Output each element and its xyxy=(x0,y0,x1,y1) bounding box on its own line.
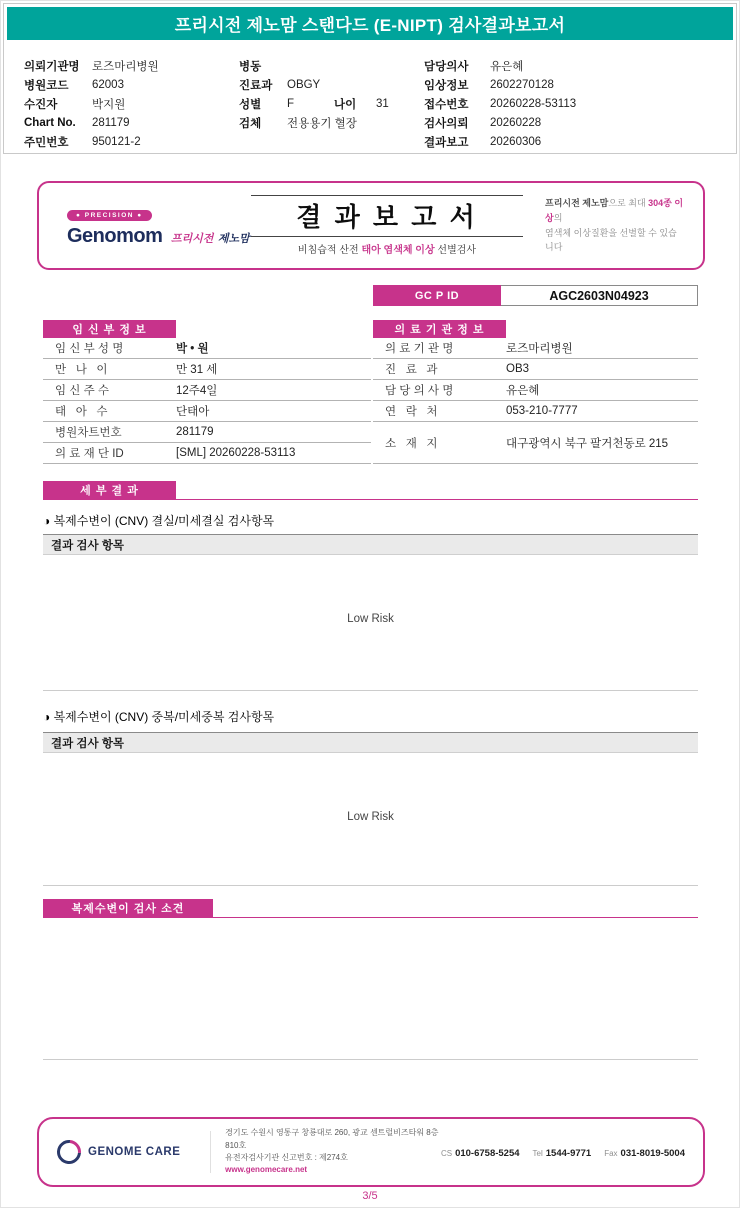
info-label: 성별 xyxy=(239,98,262,111)
row-label: 의 료 재 단 ID xyxy=(55,448,124,460)
info-value: 20260228 xyxy=(490,116,542,129)
row-label: 병원차트번호 xyxy=(55,427,122,439)
capability-note-line2: 염색체 이상질환을 선별할 수 있습니다 xyxy=(545,227,677,253)
divider-line xyxy=(43,1059,698,1060)
info-value: 2602270128 xyxy=(490,78,554,91)
footer-address-line2: 유전자검사기관 신고번호 : 제274호 xyxy=(225,1153,348,1162)
info-label: 진료과 xyxy=(239,79,273,92)
info-label: 의뢰기관명 xyxy=(24,60,80,73)
contact-cs xyxy=(441,1143,520,1161)
row-label: 태 아 수 xyxy=(55,406,108,418)
gc-pid-value: AGC2603N04923 xyxy=(501,285,698,306)
info-label: 임상정보 xyxy=(424,79,469,92)
cnv-deletion-table-header: 결과 검사 항목 xyxy=(43,534,698,555)
footer-contacts xyxy=(441,1143,685,1161)
footer-website-link[interactable]: www.genomecare.net xyxy=(225,1165,308,1175)
info-value: 950121-2 xyxy=(92,135,141,148)
detail-results-section-header xyxy=(43,481,698,500)
report-title-block xyxy=(251,195,523,256)
info-row-patient-name xyxy=(24,94,239,113)
info-label: 주민번호 xyxy=(24,136,69,149)
info-label: 결과보고 xyxy=(424,136,469,149)
result-report-header-box xyxy=(37,181,705,270)
precision-badge: ● PRECISION ● xyxy=(67,210,152,221)
mother-table-header: 임 신 부 정 보 xyxy=(43,320,176,338)
note-mid: 으로 최대 xyxy=(608,197,649,208)
row-value: 로즈마리병원 xyxy=(506,343,573,355)
info-value: 281179 xyxy=(92,116,130,129)
info-label: 검체 xyxy=(239,117,262,130)
mother-info-table xyxy=(43,320,371,464)
cnv-duplication-result: Low Risk xyxy=(347,811,394,823)
info-row-report-date xyxy=(424,132,736,151)
info-label: 접수번호 xyxy=(424,98,469,111)
info-row-order-date xyxy=(424,113,736,132)
table-row-mother-name xyxy=(43,338,371,359)
genomom-logo xyxy=(39,204,251,248)
brand-name: Genomom xyxy=(67,224,163,247)
patient-info-grid xyxy=(4,56,736,151)
footer-box xyxy=(37,1117,705,1187)
info-label-age: 나이 xyxy=(334,98,357,111)
row-label: 임 신 주 수 xyxy=(55,385,110,397)
contact-value: 1544-9771 xyxy=(545,1148,592,1159)
contact-label: Tel xyxy=(532,1149,543,1158)
row-label: 진 료 과 xyxy=(385,364,438,376)
table-row-clinic-doctor xyxy=(373,380,698,401)
table-row-chart-number xyxy=(43,422,371,443)
row-label: 의 료 기 관 명 xyxy=(385,343,454,355)
info-row-ward xyxy=(239,56,424,75)
contact-value: 031-8019-5004 xyxy=(620,1148,685,1159)
cnv-findings-badge: 복제수변이 검사 소견 xyxy=(43,899,213,917)
note-brand: 프리시전 제노맘 xyxy=(545,197,609,208)
contact-fax xyxy=(604,1143,685,1161)
capability-note-line1 xyxy=(545,196,685,226)
table-row-fetus-count xyxy=(43,401,371,422)
row-value: 12주4일 xyxy=(176,385,218,397)
info-row-department xyxy=(239,75,424,94)
row-label: 담 당 의 사 명 xyxy=(385,385,454,397)
brand-kor: 제노맘 xyxy=(217,232,250,245)
info-row-resident-no xyxy=(24,132,239,151)
table-row-clinic-department xyxy=(373,359,698,380)
info-value: 전용용기 혈장 xyxy=(287,117,357,130)
info-value: 20260306 xyxy=(490,135,542,148)
info-row-clinical-info xyxy=(424,75,736,94)
row-value: 유은혜 xyxy=(506,385,540,397)
info-label: Chart No. xyxy=(24,116,76,129)
info-row-doctor xyxy=(424,56,736,75)
divider-line xyxy=(43,885,698,886)
row-value: OB3 xyxy=(506,363,530,375)
cnv-duplication-heading: ◑ 복제수변이 (CNV) 중복/미세중복 검사항목 xyxy=(43,710,275,724)
info-label: 수진자 xyxy=(24,98,58,111)
page-number: 3/5 xyxy=(362,1190,378,1202)
info-value: 20260228-53113 xyxy=(490,97,577,110)
row-value: 053-210-7777 xyxy=(506,405,578,417)
contact-label: CS xyxy=(440,1149,453,1158)
cnv-deletion-result: Low Risk xyxy=(347,613,394,625)
report-title: 결 과 보 고 서 xyxy=(296,202,478,232)
info-row-hospital-code xyxy=(24,75,239,94)
row-label: 임 신 부 성 명 xyxy=(55,343,124,355)
cnv-deletion-heading: ◑ 복제수변이 (CNV) 결실/미세결실 검사항목 xyxy=(43,514,275,528)
cnv-findings-section-header xyxy=(43,899,698,918)
contact-value: 010-6758-5254 xyxy=(455,1148,520,1159)
genomecare-brand: GENOME CARE xyxy=(88,1146,181,1158)
detail-results-badge: 세 부 결 과 xyxy=(43,481,176,499)
divider-line xyxy=(43,690,698,691)
clinic-table-header: 의 료 기 관 정 보 xyxy=(373,320,506,338)
patient-info-col-1 xyxy=(24,56,239,151)
table-row-gestation xyxy=(43,380,371,401)
info-label: 담당의사 xyxy=(424,60,469,73)
report-subtitle xyxy=(251,237,523,256)
row-value: 대구광역시 북구 팔거천동로 215 xyxy=(506,437,669,450)
row-label: 만 나 이 xyxy=(55,364,108,376)
clinic-info-table xyxy=(373,320,698,464)
row-value: 만 31 세 xyxy=(176,364,218,376)
report-header-section xyxy=(3,3,737,154)
info-row-specimen xyxy=(239,113,424,132)
info-value: 유은혜 xyxy=(490,60,524,73)
contact-tel xyxy=(533,1143,592,1161)
footer-address-block xyxy=(225,1127,441,1177)
info-label: 병동 xyxy=(239,60,262,73)
info-value: 박지원 xyxy=(92,98,126,111)
row-value: 281179 xyxy=(176,426,214,438)
info-label: 검사의뢰 xyxy=(424,117,469,130)
capability-note xyxy=(523,196,703,255)
info-value: OBGY xyxy=(287,78,321,91)
info-row-sex-age xyxy=(239,94,424,113)
subtitle-pre: 비침습적 산전 xyxy=(297,245,362,256)
patient-info-col-3 xyxy=(424,56,736,151)
table-row-clinic-phone xyxy=(373,401,698,422)
info-value-sex: F xyxy=(287,97,295,110)
genomecare-logo-icon xyxy=(52,1135,86,1169)
table-row-clinic-name xyxy=(373,338,698,359)
row-value: 단태아 xyxy=(176,406,210,418)
table-row-clinic-address xyxy=(373,422,698,464)
info-value-age: 31 xyxy=(376,97,389,110)
subtitle-accent: 태아 염색체 이상 xyxy=(361,245,435,256)
gc-pid-label: GC P ID xyxy=(373,285,501,306)
note-tail: 의 xyxy=(553,212,563,223)
footer-divider xyxy=(210,1131,211,1173)
genomom-wordmark xyxy=(67,225,251,248)
info-row-hospital-name xyxy=(24,56,239,75)
info-row-chart-no xyxy=(24,113,239,132)
row-label: 연 락 처 xyxy=(385,406,438,418)
cnv-duplication-table-header: 결과 검사 항목 xyxy=(43,732,698,753)
brand-kor-accent: 프리시전 xyxy=(170,232,214,245)
row-label: 소 재 지 xyxy=(385,437,438,450)
info-row-accession-no xyxy=(424,94,736,113)
contact-label: Fax xyxy=(604,1149,618,1158)
table-row-age xyxy=(43,359,371,380)
page-title: 프리시전 제노맘 스탠다드 (E-NIPT) 검사결과보고서 xyxy=(7,7,733,40)
patient-info-col-2 xyxy=(239,56,424,151)
info-value: 62003 xyxy=(92,78,124,91)
note-accent: 304종 이상 xyxy=(545,197,684,223)
row-value: 박 • 원 xyxy=(176,343,209,355)
genomecare-logo xyxy=(57,1140,210,1164)
subtitle-post: 선별검사 xyxy=(434,245,477,256)
row-value: [SML] 20260228-53113 xyxy=(176,447,296,459)
gc-pid-row xyxy=(373,285,698,306)
footer-address-line1: 경기도 수원시 영통구 창룡대로 260, 광교 센트럴비즈타워 8층 810호 xyxy=(225,1128,439,1150)
info-value: 로즈마리병원 xyxy=(92,60,159,73)
info-label: 병원코드 xyxy=(24,79,69,92)
table-row-lab-id xyxy=(43,443,371,464)
